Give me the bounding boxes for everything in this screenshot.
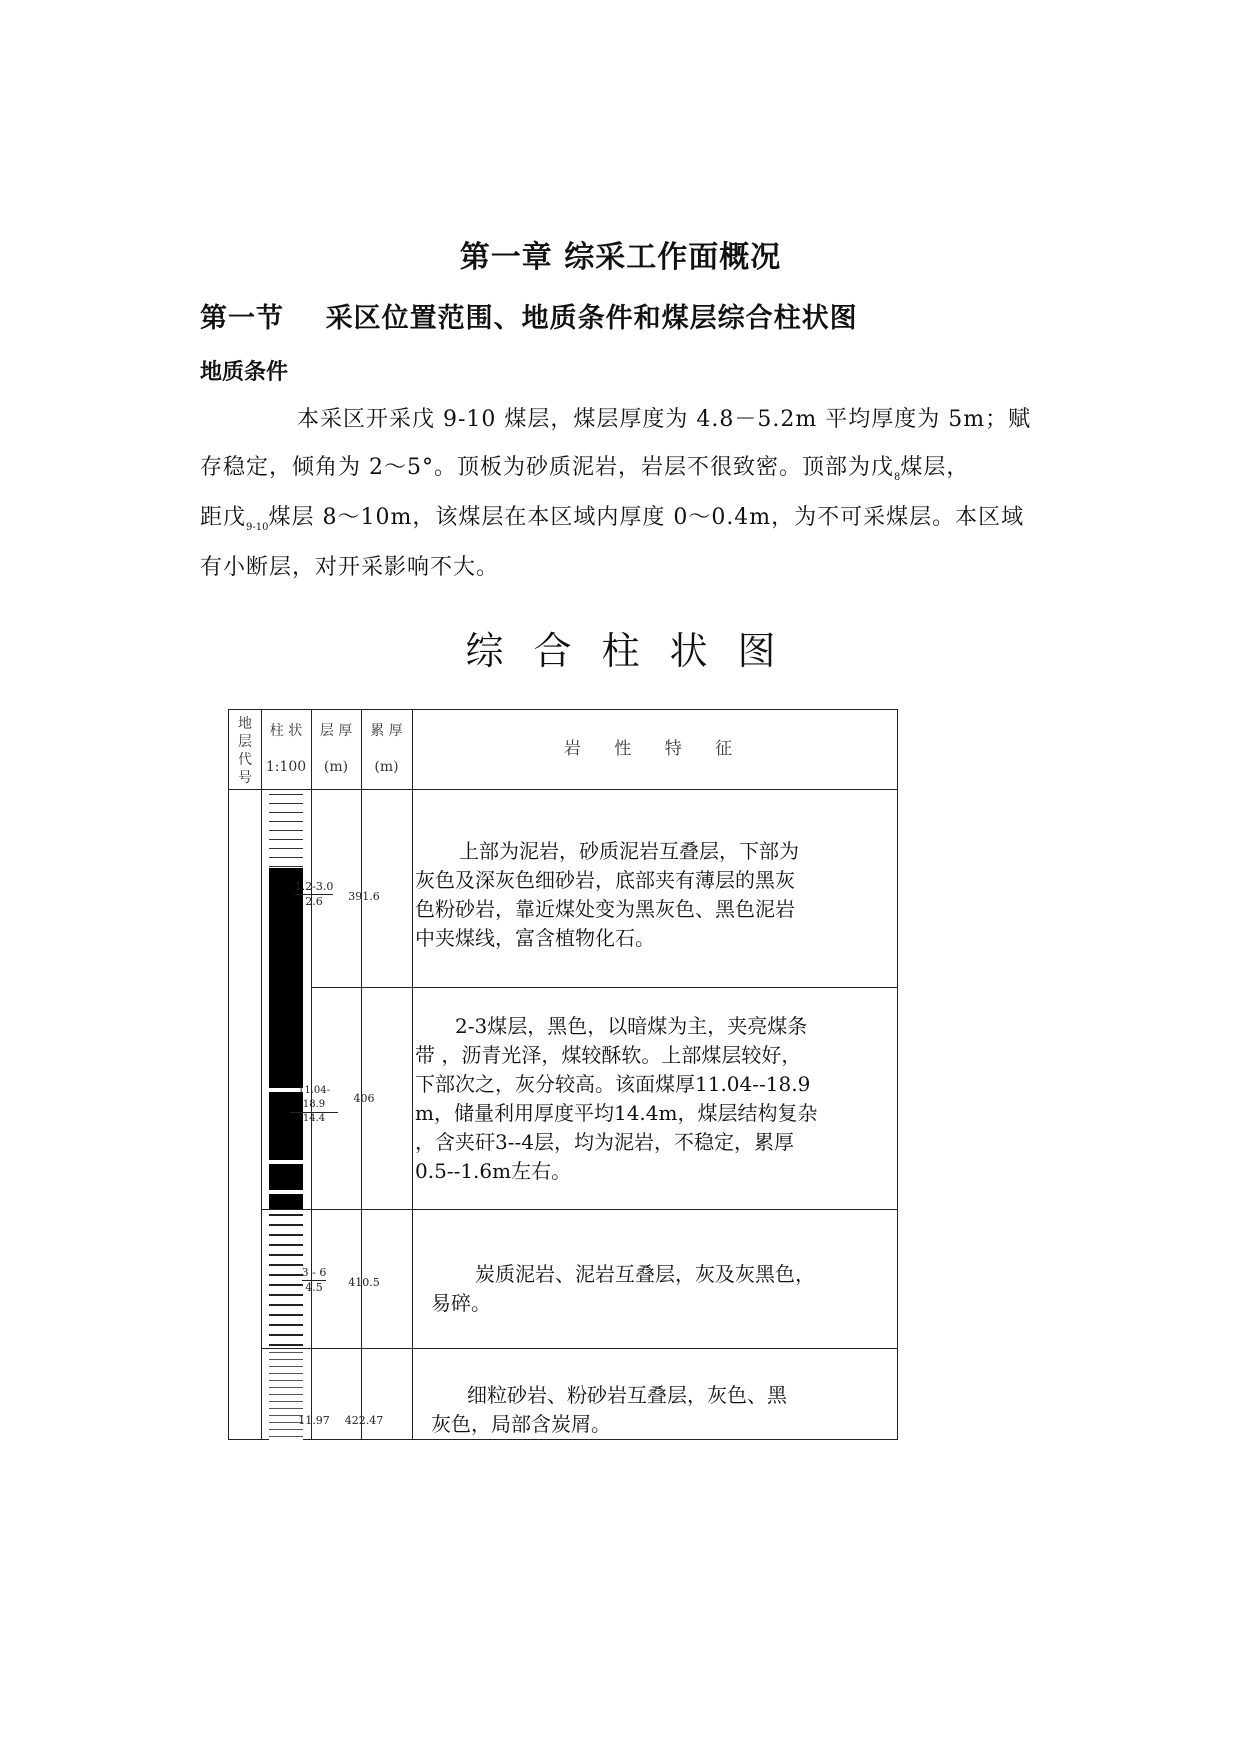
- column-divider: [361, 710, 362, 1439]
- header-stratum-code: 地 层 代 号: [238, 716, 252, 786]
- row1-cumulative: 391.6: [348, 890, 380, 903]
- row1-description: 上部为泥岩，砂质泥岩互叠层，下部为 灰色及深灰色细砂岩，底部夹有薄层的黑灰 色粉砂岩，靠近煤处变为黑灰色、黑色泥岩 中夹煤线，富含植物化石。: [415, 839, 799, 950]
- column-divider: [412, 710, 413, 1439]
- section-title: 第一节 采区位置范围、地质条件和煤层综合柱状图: [200, 303, 858, 334]
- paragraph-line-2-subscript: 8: [894, 472, 901, 483]
- paragraph-line-3-subscript: 9-10: [246, 522, 269, 533]
- column-divider: [261, 710, 262, 1439]
- paragraph-line-4: 有小断层，对开采影响不大。: [200, 555, 500, 580]
- chart-title: 综合柱状图: [465, 629, 806, 673]
- column-divider: [311, 710, 312, 1439]
- paragraph-line-2-text-b: 煤层，: [900, 455, 970, 480]
- paragraph-line-3-text-b: 煤层 8～10m，该煤层在本区域内厚度 0～0.4m，为不可采煤层。本区域: [268, 505, 1025, 530]
- stratigraphic-column-table: [228, 709, 898, 1440]
- header-column: 柱 状 1:100: [265, 723, 307, 775]
- row4-description: 细粒砂岩、粉砂岩互叠层，灰色、黑 灰色，局部含炭屑。: [431, 1383, 787, 1436]
- row-divider: [261, 1209, 897, 1210]
- row-divider: [261, 1348, 897, 1349]
- paragraph-line-2-text-a: 存稳定，倾角为 2～5°。顶板为砂质泥岩，岩层不很致密。顶部为戊: [200, 455, 894, 480]
- subsection-title: 地质条件: [200, 360, 289, 385]
- row2-cumulative: 406: [353, 1092, 375, 1105]
- row3-description: 炭质泥岩、泥岩互叠层，灰及灰黑色， 易碎。: [431, 1262, 815, 1315]
- header-cumulative-thickness: 累 厚 (m): [370, 723, 403, 775]
- row2-description: 2-3煤层，黑色，以暗煤为主，夹亮煤条 带 ，沥青光泽，煤较酥软。上部煤层较好， 下部次之，灰分较高。该面煤厚11.04--18.9 m，储量利用厚度平均14.4m，煤层结构复杂 ，含夹矸3--4层，均为泥岩，不稳定，累厚 0.5--1.6m左右。: [415, 1014, 818, 1183]
- row4-cumulative: 422.47: [344, 1414, 384, 1427]
- coal-seam-fill: [269, 1164, 303, 1190]
- chapter-title: 第一章 综采工作面概况: [459, 240, 782, 275]
- coal-seam-fill: [269, 1194, 303, 1209]
- row1-thickness: 1.2-3.0 2.6: [294, 880, 334, 908]
- mudstone-pattern: [269, 790, 303, 868]
- paragraph-line-3: [200, 500, 1024, 533]
- header-layer-thickness: 层 厚 (m): [319, 723, 353, 775]
- row3-thickness: 3 - 6 4.5: [301, 1266, 327, 1294]
- header-divider: [229, 789, 897, 790]
- row3-cumulative: 410.5: [348, 1276, 380, 1289]
- row4-thickness: 11.97: [298, 1414, 330, 1427]
- row-divider: [311, 987, 897, 988]
- paragraph-line-2: [200, 450, 969, 483]
- row2-thickness: 11.04-18.9 14.4: [290, 1084, 338, 1124]
- paragraph-line-1: 本采区开采戊 9-10 煤层，煤层厚度为 4.8－5.2m 平均厚度为 5m；赋: [297, 407, 1032, 432]
- paragraph-line-3-text-a: 距戊: [200, 505, 247, 530]
- header-lithology: 岩 性 特 征: [563, 739, 747, 759]
